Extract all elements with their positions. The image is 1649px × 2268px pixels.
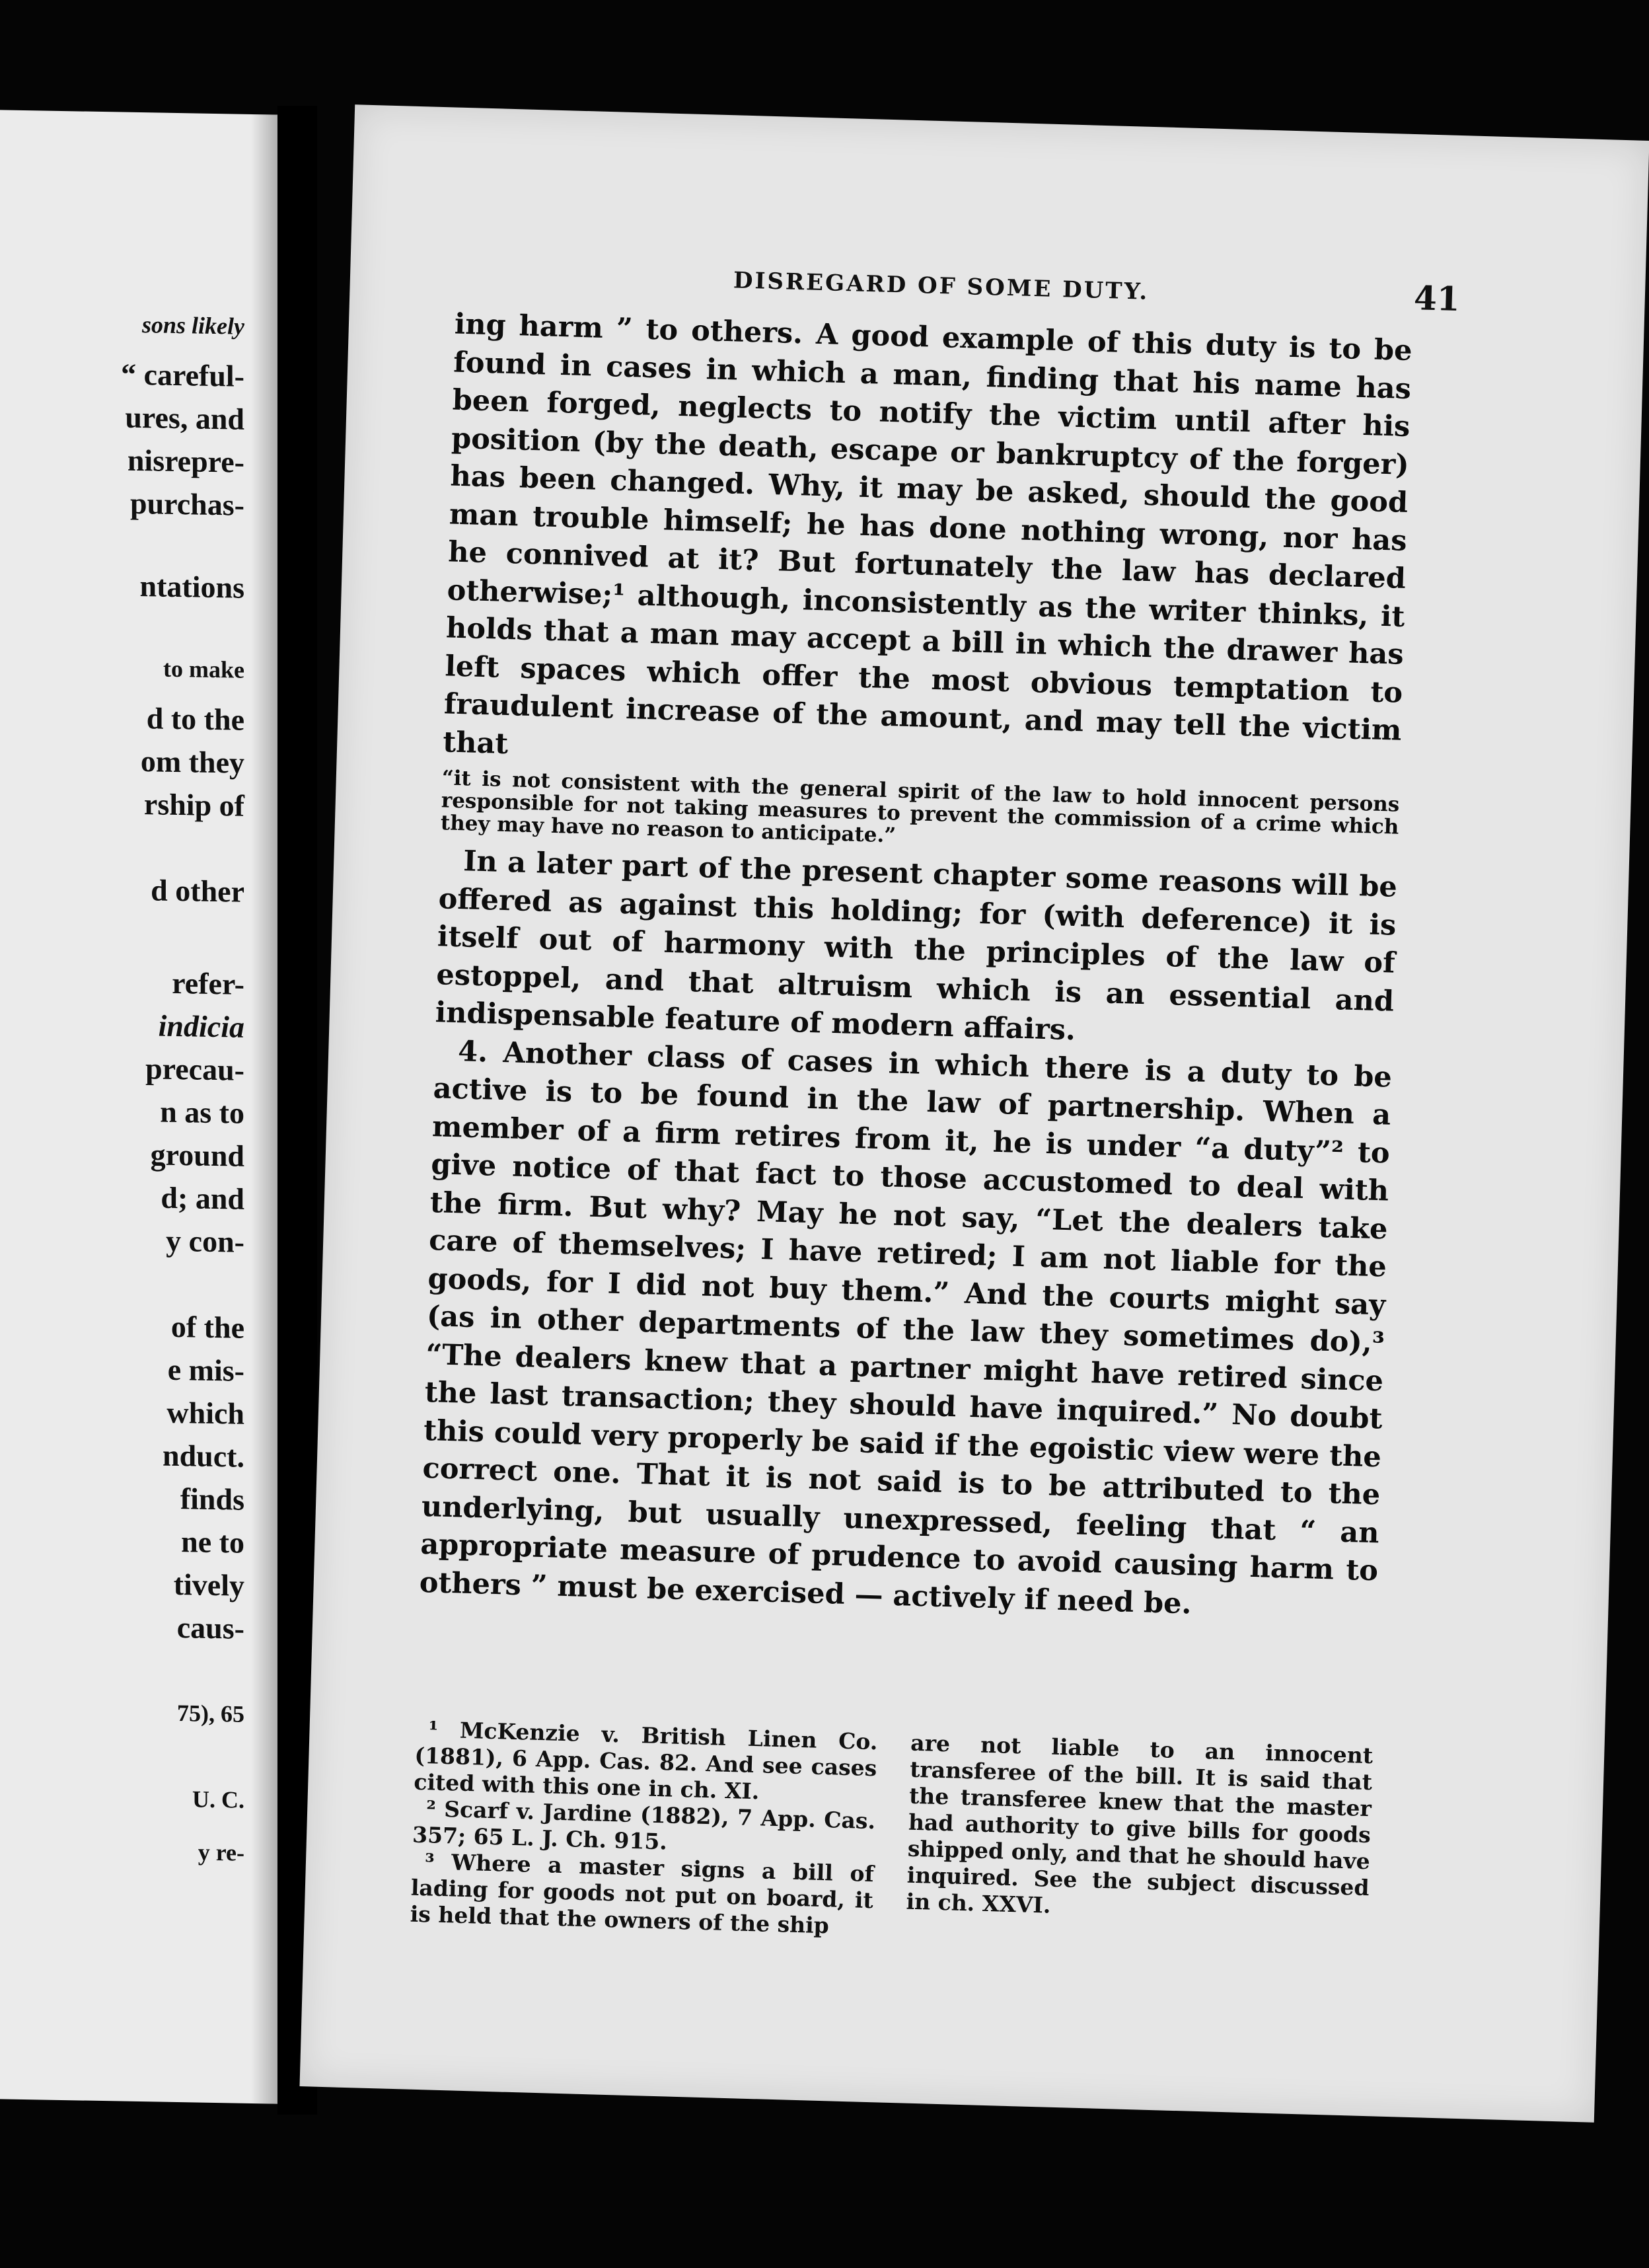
left-page-line: of the <box>170 1309 244 1345</box>
paragraph: 4. Another class of cases in which there is a duty to be active is to be found in the law of partnership. When a member of a firm retires from it, he is under “a duty”² to give notice of that fact to those accustomed to deal with the firm. But why? May he not say, “Let the dealers take care of themselves; I have retired; I am not liable for the goods, for I did not buy them.” And the courts might say (as in other departments of the law they sometimes do),³ “The dealers knew that a partner might have retired since the last transaction; they should have inquired.” No doubt this could very properly be said if the egoistic view were the correct one. That it is not said is to be attributed to the underlying, but usually unexpressed, feeling that “ an appropriate measure of prudence to avoid causing harm to others ” must be exercised — actively if need be. <box>419 1034 1393 1620</box>
footnote: ¹ McKenzie v. British Linen Co. (1881), 6 App. Cas. 82. And see cases cited with this one in ch. XI. <box>413 1716 878 1805</box>
left-page-line: indicia <box>158 1008 244 1044</box>
left-facing-page <box>0 110 277 2103</box>
book-page <box>299 104 1649 2123</box>
footnotes-right-column <box>905 1730 1374 1954</box>
left-page-line: sons likely <box>141 311 244 340</box>
left-page-line: ground <box>150 1137 244 1173</box>
left-page-line: ne to <box>181 1525 244 1560</box>
left-page-line: to make <box>163 655 244 683</box>
left-page-line: 75), 65 <box>177 1700 244 1727</box>
left-page-line: refer- <box>172 965 244 1001</box>
left-page-line: e mis- <box>167 1352 244 1388</box>
paragraph: ing harm ” to others. A good example of this duty is to be found in cases in which a man, finding that his name has been forged, neglects to notify the victim until after his position (by the death, escape or bankruptcy of the forger) has been changed. Why, it may be asked, should the good man trouble himself; he has done nothing wrong, nor has he connived at it? But fortunately the law has declared otherwise;¹ although, inconsistently as the writer thinks, it holds that a man may accept a bill in which the drawer has left spaces which offer the most obvious temptation to fraudulent increase of the amount, and may tell the victim that <box>442 307 1413 761</box>
left-page-line: y re- <box>198 1838 244 1866</box>
left-page-line: caus- <box>176 1610 244 1645</box>
footnote: ³ Where a master signs a bill of lading for goods not put on board, it is held that the owners of the ship <box>410 1848 875 1939</box>
page-shadow <box>251 114 277 2104</box>
paragraph: In a later part of the present chapter some reasons will be offered as against this holding; for (with deference) it is itself out of harmony with the principles of the law of estoppel, and that altruism which is an essential and indispensable feature of modern affairs. <box>435 845 1398 1047</box>
left-page-line: ures, and <box>125 400 244 436</box>
left-page-line: nduct. <box>163 1438 244 1474</box>
left-page-line: d to the <box>146 701 244 737</box>
left-page-line: “ careful- <box>121 357 244 393</box>
left-page-line: precau- <box>145 1051 244 1087</box>
left-page-line: om they <box>140 744 244 780</box>
footnotes <box>410 1716 1373 1954</box>
page-number: 41 <box>1413 278 1461 319</box>
left-page-line: purchas- <box>130 486 244 522</box>
running-head: DISREGARD OF SOME DUTY. <box>733 267 1150 305</box>
left-page-line: which <box>166 1395 244 1431</box>
footnote-continuation: are not liable to an innocent transferee of the bill. It is said that the transferee knew that the master had authority to give bills for goods shipped only, and that he should have inquired. See the subject discussed in ch. XXVI. <box>906 1729 1374 1918</box>
left-page-line: nisrepre- <box>127 443 244 479</box>
left-page-line: tively <box>173 1567 244 1603</box>
left-page-line: y con- <box>166 1223 244 1259</box>
left-page-line: d other <box>151 873 244 909</box>
left-page-line: ntations <box>139 569 244 605</box>
left-page-line: rship of <box>143 787 244 823</box>
footnotes-left-column <box>410 1716 878 1940</box>
left-page-line: d; and <box>161 1180 244 1216</box>
footnote: ² Scarf v. Jardine (1882), 7 App. Cas. 357; 65 L. J. Ch. 915. <box>412 1796 876 1855</box>
left-page-line: finds <box>180 1482 244 1517</box>
left-page-line: n as to <box>160 1094 244 1130</box>
left-page-line: U. C. <box>192 1786 244 1813</box>
block-quote: “it is not consistent with the general spirit of the law to hold innocent persons responsible for not taking measures to prevent the commission of a crime which they may have no reason to anticipate.” <box>440 766 1400 848</box>
body-text <box>419 306 1412 1629</box>
